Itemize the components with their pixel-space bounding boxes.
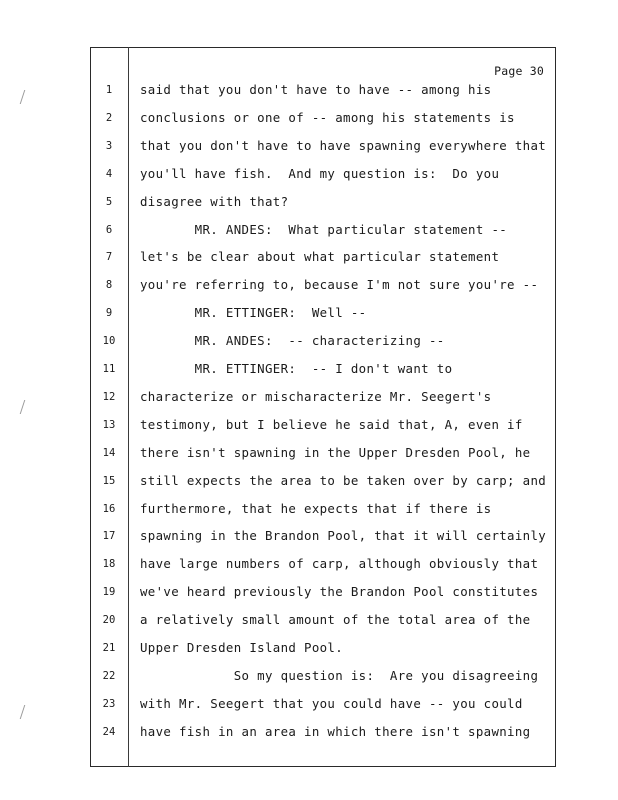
line-text: MR. ETTINGER: Well --	[140, 305, 367, 321]
line-text: that you don't have to have spawning everywhere that	[140, 137, 547, 153]
line-number: 14	[102, 446, 116, 459]
line-number: 11	[102, 363, 116, 375]
line-text: So my question is: Are you disagreeing	[140, 667, 539, 683]
line-number: 20	[102, 614, 116, 627]
transcript-page	[90, 47, 556, 767]
line-text: testimony, but I believe he said that, A, even if	[140, 416, 523, 432]
page-number: Page 30	[494, 64, 544, 78]
line-number: 6	[105, 223, 113, 236]
line-text: there isn't spawning in the Upper Dresden Pool, he	[140, 444, 531, 460]
line-text: spawning in the Brandon Pool, that it will certainly	[140, 528, 547, 544]
line-number: 23	[102, 697, 116, 710]
line-text: still expects the area to be taken over by carp; and	[140, 472, 547, 488]
line-number: 12	[102, 390, 116, 403]
line-number: 10	[102, 335, 116, 348]
line-text: characterize or mischaracterize Mr. Seegert's	[140, 388, 492, 404]
hole-punch-mark	[20, 90, 30, 104]
line-text: we've heard previously the Brandon Pool constitutes	[140, 584, 539, 600]
line-number: 2	[105, 111, 113, 124]
line-number: 9	[105, 307, 113, 320]
line-number: 22	[102, 669, 116, 682]
line-text: Upper Dresden Island Pool.	[140, 640, 344, 655]
line-number: 24	[102, 725, 116, 738]
line-number: 7	[105, 251, 113, 264]
line-text: let's be clear about what particular statement	[140, 249, 500, 265]
line-text: have large numbers of carp, although obviously that	[140, 556, 539, 572]
line-text: furthermore, that he expects that if there is	[140, 500, 492, 516]
line-text: have fish in an area in which there isn't spawning	[140, 723, 531, 739]
line-number: 13	[102, 418, 116, 431]
line-number: 15	[102, 474, 116, 487]
line-number: 8	[105, 279, 113, 292]
line-text: said that you don't have to have -- among his	[140, 82, 492, 97]
line-text: disagree with that?	[140, 193, 289, 209]
line-number: 3	[105, 139, 113, 152]
line-number: 16	[102, 502, 116, 515]
line-number-margin-rule	[128, 47, 129, 767]
line-number: 1	[105, 84, 113, 96]
line-number: 17	[102, 530, 116, 543]
line-text: with Mr. Seegert that you could have -- you could	[140, 695, 523, 711]
line-text: MR. ANDES: -- characterizing --	[140, 333, 445, 349]
line-number: 21	[102, 642, 116, 654]
line-number: 4	[105, 167, 113, 180]
line-text: MR. ETTINGER: -- I don't want to	[140, 361, 453, 376]
line-number: 5	[105, 195, 113, 208]
line-text: you'll have fish. And my question is: Do you	[140, 165, 500, 181]
line-text: conclusions or one of -- among his statements is	[140, 109, 515, 125]
hole-punch-mark	[20, 400, 30, 414]
line-text: you're referring to, because I'm not sure you're --	[140, 277, 539, 293]
line-number: 18	[102, 558, 116, 571]
line-number: 19	[102, 586, 116, 599]
hole-punch-mark	[20, 705, 30, 719]
line-text: MR. ANDES: What particular statement --	[140, 221, 508, 237]
line-text: a relatively small amount of the total area of the	[140, 612, 531, 628]
